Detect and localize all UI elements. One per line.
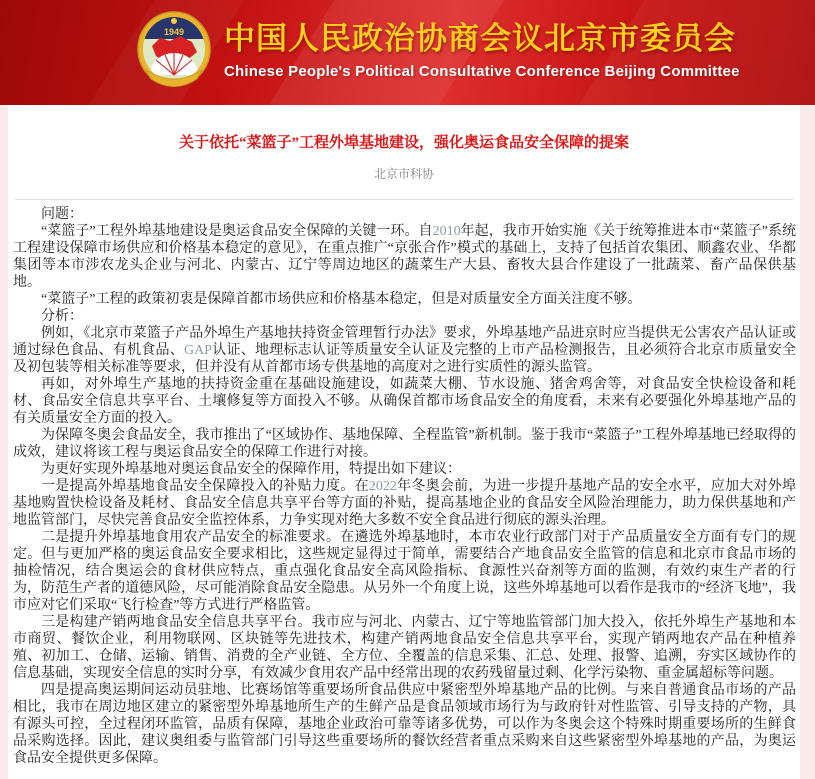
paragraph: 三是构建产销两地食品安全信息共享平台。我市应与河北、内蒙古、辽宁等地监管部门加大投入，依托外埠生产基地和本市商贸、餐饮企业，利用物联网、区块链等先进技术，构建产销两地食品安全信息共享平台，实现产销两地农产品在种植养殖、初加工、仓储、运输、销售、消费的全产业链、全方位、全覆盖的信息采集、汇总、处理、报警、追溯，夯实区域协作的信息基础，实现安全信息的实时分享，有效减少食用农产品中经常出现的农药残留量过剩、化学污染物、重金属超标等问题。 <box>13 615 796 681</box>
paragraph: 例如，《北京市菜篮子产品外埠生产基地扶持资金管理暂行办法》要求，外埠基地产品进京时应当提供无公害农产品认证或通过绿色食品、有机食品、GAP认证、地理标志认证等质量安全认证及完整的上市产品检测报告，且必须符合北京市质量安全及初包装等相关标准等要求，但并没有从首都市场专供基地的高度对之进行实质性的源头监管。 <box>13 326 797 375</box>
emblem-top-crest <box>171 18 177 24</box>
paragraph: “菜篮子”工程外埠基地建设是奥运食品安全保障的关键一环。自2010年起，我市开始实施《关于统筹推进本市“菜篮子”系统工程建设保障市场供应和价格基本稳定的意见》，在重点推广“京张合作”模式的基础上，支持了包括首农集团、顺鑫农业、华都集团等本市涉农龙头企业与河北、内蒙古、辽宁等周边地区的蔬菜生产大县、畜牧大县合作建设了一批蔬菜、畜产品保供基地。 <box>13 224 796 290</box>
cppcc-emblem-icon <box>136 8 212 90</box>
banner-titles <box>224 13 740 80</box>
paragraph: 一是提高外埠基地食品安全保障投入的补贴力度。在2022年冬奥会前，为进一步提升基地产品的安全水平，应加大对外埠基地购置快检设备及耗材、食品安全信息共享平台等方面的补贴，提高基地企业的食品安全风险治理能力，助力保供基地和产地监管部门，尽快完善食品安全监控体系，力争实现对绝大多数不安全食品进行彻底的源头治理。 <box>13 479 797 528</box>
document-author: 北京市科协 <box>373 167 434 181</box>
banner-content <box>0 0 815 92</box>
paragraph: 分析： <box>41 309 83 324</box>
site-title-chinese: 中国人民政治协商会议北京市委员会 <box>224 20 736 56</box>
emblem-year-label: 1949 <box>163 27 185 37</box>
paragraph: 四是提高奥运期间运动员驻地、比赛场馆等重要场所食品供应中紧密型外埠基地产品的比例。与来自普通食品市场的产品相比，我市在周边地区建立的紧密型外埠基地所生产的生鲜产品是食品领域市场行为与政府针对性监管、引导支持的产物，具有源头可控，全过程闭环监管，品质有保障，基地企业政治可靠等诸多优势，可以作为冬奥会这个特殊时期重要场所的生鲜食品采购选择。因此，建议奥组委与监管部门引导这些重要场所的餐饮经营者重点采购来自这些紧密型外埠基地的产品，为奥运食品安全提供更多保障。 <box>13 683 796 766</box>
site-title-english: Chinese People's Political Consultative Conference Beijing Committee <box>224 62 740 80</box>
content-panel <box>8 105 800 779</box>
latin-dim-text: GAP <box>183 343 212 358</box>
document-title: 关于依托“菜篮子”工程外埠基地建设，强化奥运食品安全保障的提案 <box>178 135 629 151</box>
paragraph: “菜篮子”工程的政策初衷是保障首都市场供应和价格基本稳定，但是对质量安全方面关注度不够。 <box>41 292 642 307</box>
paragraph: 再如，对外埠生产基地的扶持资金重在基础设施建设，如蔬菜大棚、节水设施、猪舍鸡舍等，对食品安全快检设备和耗材、食品安全信息共享平台、土壤修复等方面投入不够。从确保首都市场食品安全的角度看，未来有必要强化外埠基地产品的有关质量安全方面的投入。 <box>13 377 796 426</box>
paragraph: 为保障冬奥会食品安全，我市推出了“区域协作、基地保障、全程监管”新机制。鉴于我市“菜篮子”工程外埠基地已经取得的成效，建议将该工程与奥运食品安全的保障工作进行对接。 <box>13 428 796 460</box>
site-header-banner <box>0 0 815 105</box>
paragraph: 为更好实现外埠基地对奥运食品安全的保障作用，特提出如下建议： <box>41 462 461 477</box>
divider-line <box>15 199 793 200</box>
latin-dim-text: 2022 <box>368 479 397 494</box>
paragraph: 问题： <box>41 207 83 222</box>
document-body <box>8 206 800 779</box>
paragraph: 二是提升外埠基地食用农产品安全的标准要求。在遴选外埠基地时，本市农业行政部门对于产品质量安全方面有专门的规定。但与更加严格的奥运食品安全要求相比，这些规定显得过于简单，需要结合产地食品安全监管的信息和北京市食品市场的抽检情况，结合奥运会的食材供应特点，重点强化食品安全高风险指标、食源性兴奋剂等方面的监测，有效约束生产者的行为，防范生产者的道德风险，尽可能消除食品安全隐患。从另外一个角度上说，这些外埠基地可以看作是我市的“经济飞地”，我市应对它们采取“飞行检查”等方式进行严格监管。 <box>13 530 796 613</box>
latin-dim-text: 2010 <box>432 224 461 239</box>
